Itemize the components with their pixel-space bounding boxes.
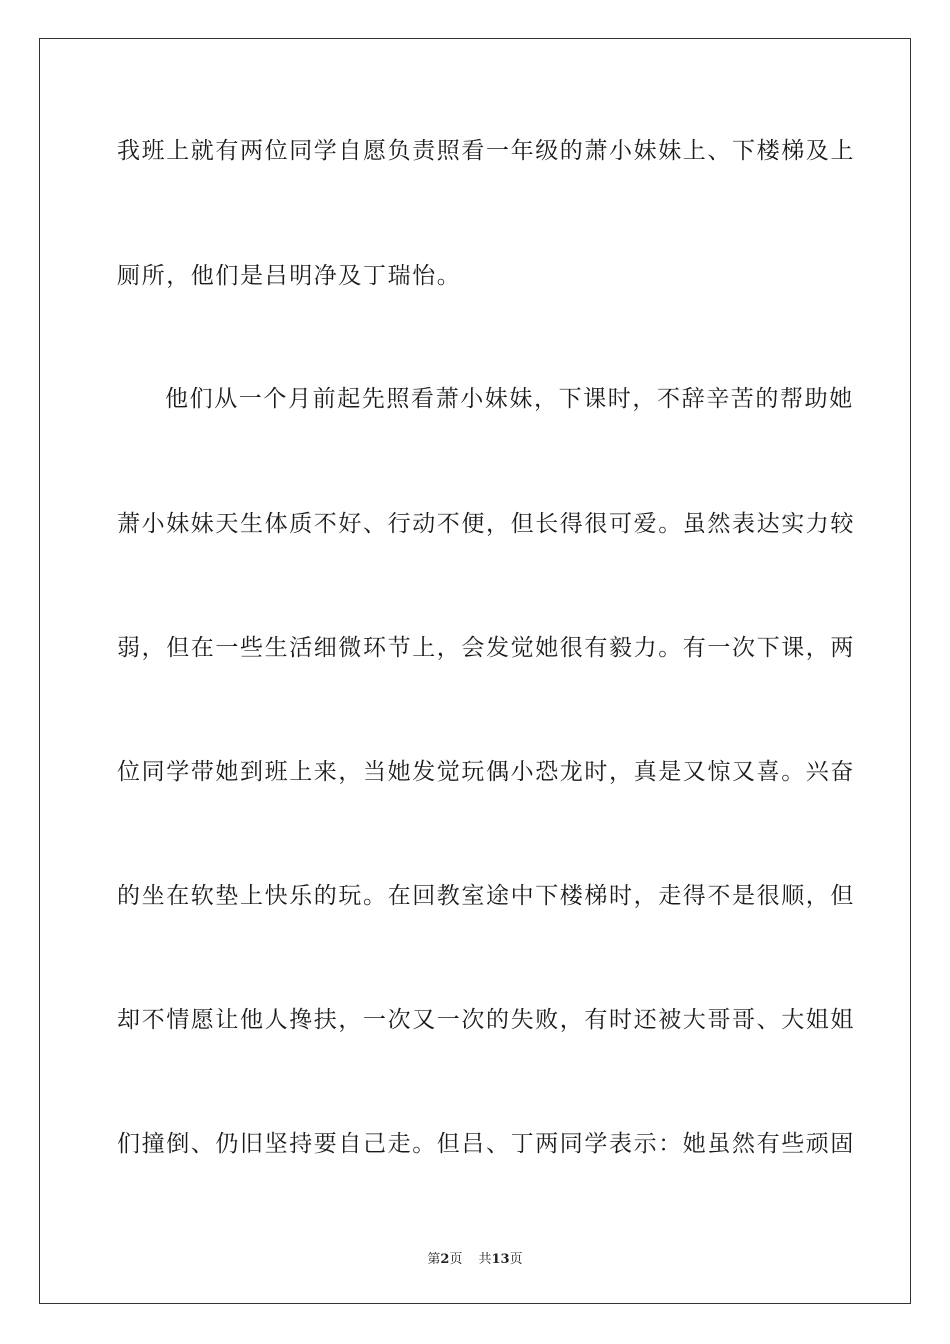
paragraph-first-line: 他们从一个月前起先照看萧小妹妹，下课时，不辞辛苦的帮助她: [165, 386, 854, 412]
total-suffix: 页: [509, 1252, 523, 1267]
text-line: 位同学带她到班上来，当她发觉玩偶小恐龙时，真是又惊又喜。兴奋: [117, 759, 855, 785]
total-pages: 13: [491, 1252, 510, 1267]
text-line: 们撞倒、仍旧坚持要自己走。但吕、丁两同学表示：她虽然有些顽固: [117, 1131, 855, 1157]
text-line: 却不情愿让他人搀扶，一次又一次的失败，有时还被大哥哥、大姐姐: [117, 1007, 855, 1033]
text-line: 的坐在软垫上快乐的玩。在回教室途中下楼梯时，走得不是很顺，但: [117, 883, 855, 909]
page-number: 2: [440, 1252, 450, 1267]
page-border: [39, 38, 911, 1304]
page-prefix: 第: [427, 1252, 441, 1267]
page-suffix: 页: [449, 1252, 463, 1267]
text-line: 弱，但在一些生活细微环节上，会发觉她很有毅力。有一次下课，两: [117, 635, 855, 661]
text-line: 厕所，他们是吕明净及丁瑞怡。: [117, 263, 462, 289]
total-prefix: 共: [478, 1252, 492, 1267]
page-footer: [0, 1248, 950, 1267]
text-line: 我班上就有两位同学自愿负责照看一年级的萧小妹妹上、下楼梯及上: [117, 138, 855, 164]
text-line: 萧小妹妹天生体质不好、行动不便，但长得很可爱。虽然表达实力较: [117, 511, 855, 537]
